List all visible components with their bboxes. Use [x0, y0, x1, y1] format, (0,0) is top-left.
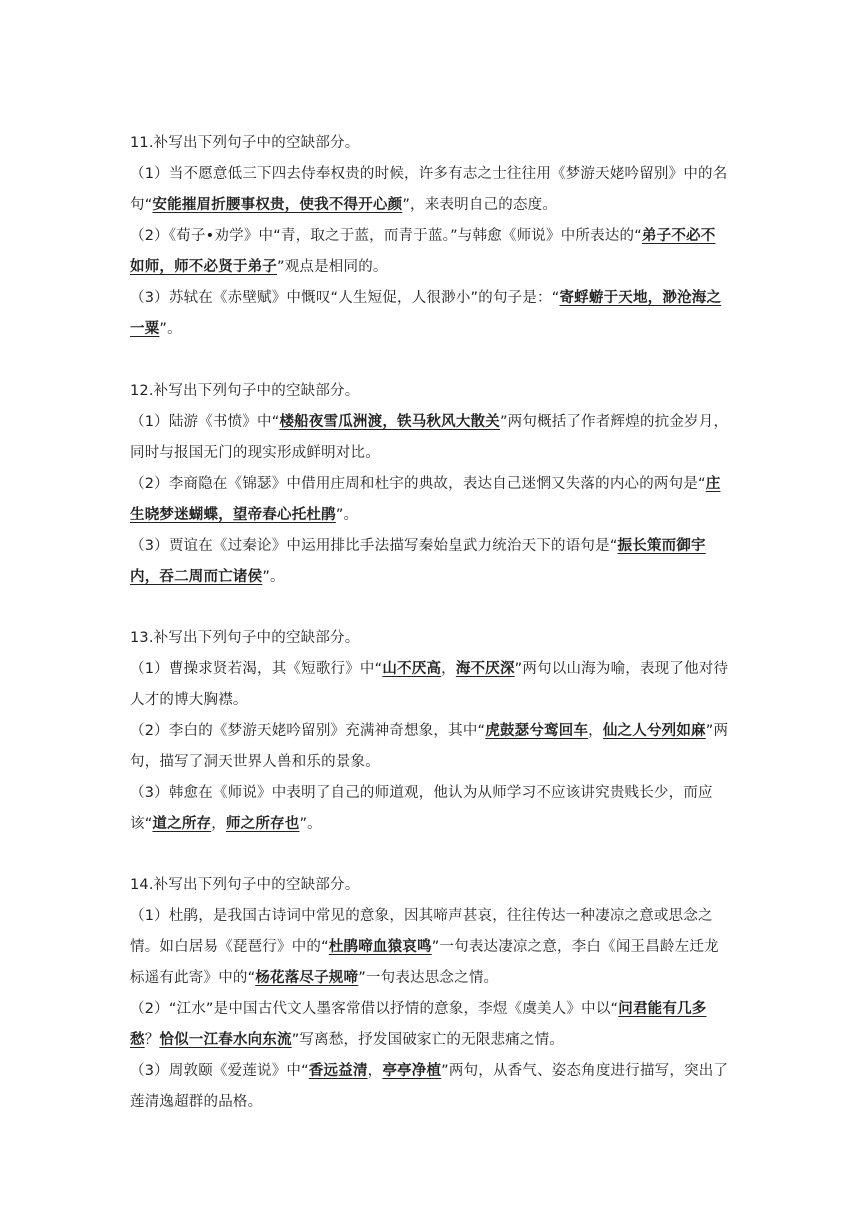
prompt-text: ，: [211, 816, 226, 832]
prompt-text: ”，来表明自己的态度。: [402, 197, 558, 213]
prompt-text: ”。: [159, 321, 182, 337]
answer-text: 香远益清: [308, 1063, 368, 1079]
answer-text: 庄生晓梦迷蝴蝶，望帝春心托杜鹃: [130, 476, 721, 523]
answer-text: 道之所存: [152, 816, 212, 832]
prompt-text: ？: [144, 1032, 160, 1048]
prompt-text: ”一句表达凄凉之意，李白《闻王昌龄左迁龙标遥有此寄》中的“: [130, 939, 719, 986]
question-11: [130, 128, 730, 345]
question-14: [130, 870, 730, 1118]
prompt-text: ，: [367, 1063, 383, 1079]
question-12: [130, 376, 730, 593]
prompt-text: （2）李白的《梦游天姥吟留别》充满神奇想象，其中“: [130, 723, 486, 739]
answer-text: 安能摧眉折腰事权贵，使我不得开心颜: [152, 197, 403, 213]
question-title: 12.补写出下列句子中的空缺部分。: [130, 383, 360, 399]
answer-text: 虎鼓瑟兮鸾回车: [485, 723, 589, 739]
sub-question-3: [130, 283, 730, 345]
question-title: 14.补写出下列句子中的空缺部分。: [130, 877, 360, 893]
prompt-text: ”。: [262, 569, 285, 585]
prompt-text: （2）李商隐在《锦瑟》中借用庄周和杜宇的典故，表达自己迷惘又失落的内心的两句是“: [130, 476, 706, 492]
sub-question-1: [130, 159, 730, 221]
answer-text: 恰似一江春水向东流: [159, 1032, 292, 1048]
prompt-text: （2）“江水”是中国古代文人墨客常借以抒情的意象，李煜《虞美人》中以“: [130, 1001, 619, 1017]
prompt-text: （2）《荀子•劝学》中“青，取之于蓝，而青于蓝。”与韩愈《师说》中所表达的“: [130, 228, 642, 244]
sub-question-2: [130, 221, 730, 283]
prompt-text: ”。: [299, 816, 322, 832]
sub-question-2: [130, 994, 730, 1056]
answer-text: 杜鹃啼血猿哀鸣: [328, 939, 432, 955]
answer-text: 山不厌高: [382, 661, 442, 677]
prompt-text: ”两句，描写了洞天世界人兽和乐的景象。: [130, 723, 729, 770]
sub-question-3: [130, 531, 730, 593]
prompt-text: ”写离愁，抒发国破家亡的无限悲痛之情。: [291, 1032, 565, 1048]
prompt-text: （3）贾谊在《过秦论》中运用排比手法描写秦始皇武力统治天下的语句是“: [130, 538, 618, 554]
sub-question-2: [130, 716, 730, 778]
answer-text: 亭亭净植: [382, 1063, 442, 1079]
sub-question-1: [130, 654, 730, 716]
answer-text: 弟子不必不如师，师不必贤于弟子: [130, 228, 716, 275]
prompt-text: ”一句表达思念之情。: [358, 970, 499, 986]
prompt-text: （1）陆游《书愤》中“: [130, 414, 280, 430]
sub-question-3: [130, 1056, 730, 1118]
answer-text: 问君能有几多愁: [130, 1001, 707, 1048]
answer-text: 仙之人兮列如麻: [602, 723, 706, 739]
prompt-text: （1）当不愿意低三下四去侍奉权贵的时候，许多有志之士往往用《梦游天姥吟留别》中的名句“: [130, 166, 728, 213]
prompt-text: ”观点是相同的。: [277, 259, 388, 275]
answer-text: 楼船夜雪瓜洲渡，铁马秋风大散关: [279, 414, 500, 430]
answer-text: 振长策而御宇内，吞二周而亡诸侯: [130, 538, 706, 585]
prompt-text: ，: [588, 723, 603, 739]
question-13: [130, 623, 730, 840]
prompt-text: （3）韩愈在《师说》中表明了自己的师道观，他认为从师学习不应该讲究贵贱长少，而应该“: [130, 785, 713, 832]
answer-text: 海不厌深: [455, 661, 515, 677]
prompt-text: ”。: [335, 507, 359, 523]
answer-text: 寄蜉蝣于天地，渺沧海之一粟: [130, 290, 722, 337]
answer-text: 师之所存也: [225, 816, 300, 832]
sub-question-3: [130, 778, 730, 840]
prompt-text: （1）杜鹃，是我国古诗词中常见的意象，因其啼声甚哀，往往传达一种凄凉之意或思念之情。如白居易《琵琶行》中的“: [130, 908, 713, 955]
question-title: 13.补写出下列句子中的空缺部分。: [130, 630, 360, 646]
prompt-text: ”两句以山海为喻，表现了他对待人才的博大胸襟。: [130, 661, 729, 708]
prompt-text: （3）周敦颐《爱莲说》中“: [130, 1063, 309, 1079]
prompt-text: ，: [441, 661, 456, 677]
sub-question-1: [130, 407, 730, 469]
sub-question-2: [130, 469, 730, 531]
prompt-text: （3）苏轼在《赤壁赋》中慨叹“人生短促，人很渺小”的句子是：“: [130, 290, 560, 306]
sub-question-1: [130, 901, 730, 994]
prompt-text: ”两句，从香气、姿态角度进行描写，突出了莲清逸超群的品格。: [130, 1063, 729, 1110]
question-title: 11.补写出下列句子中的空缺部分。: [130, 135, 360, 151]
prompt-text: ”两句概括了作者辉煌的抗金岁月，同时与报国无门的现实形成鲜明对比。: [130, 414, 729, 461]
answer-text: 杨花落尽子规啼: [255, 970, 359, 986]
prompt-text: （1）曹操求贤若渴，其《短歌行》中“: [130, 661, 383, 677]
